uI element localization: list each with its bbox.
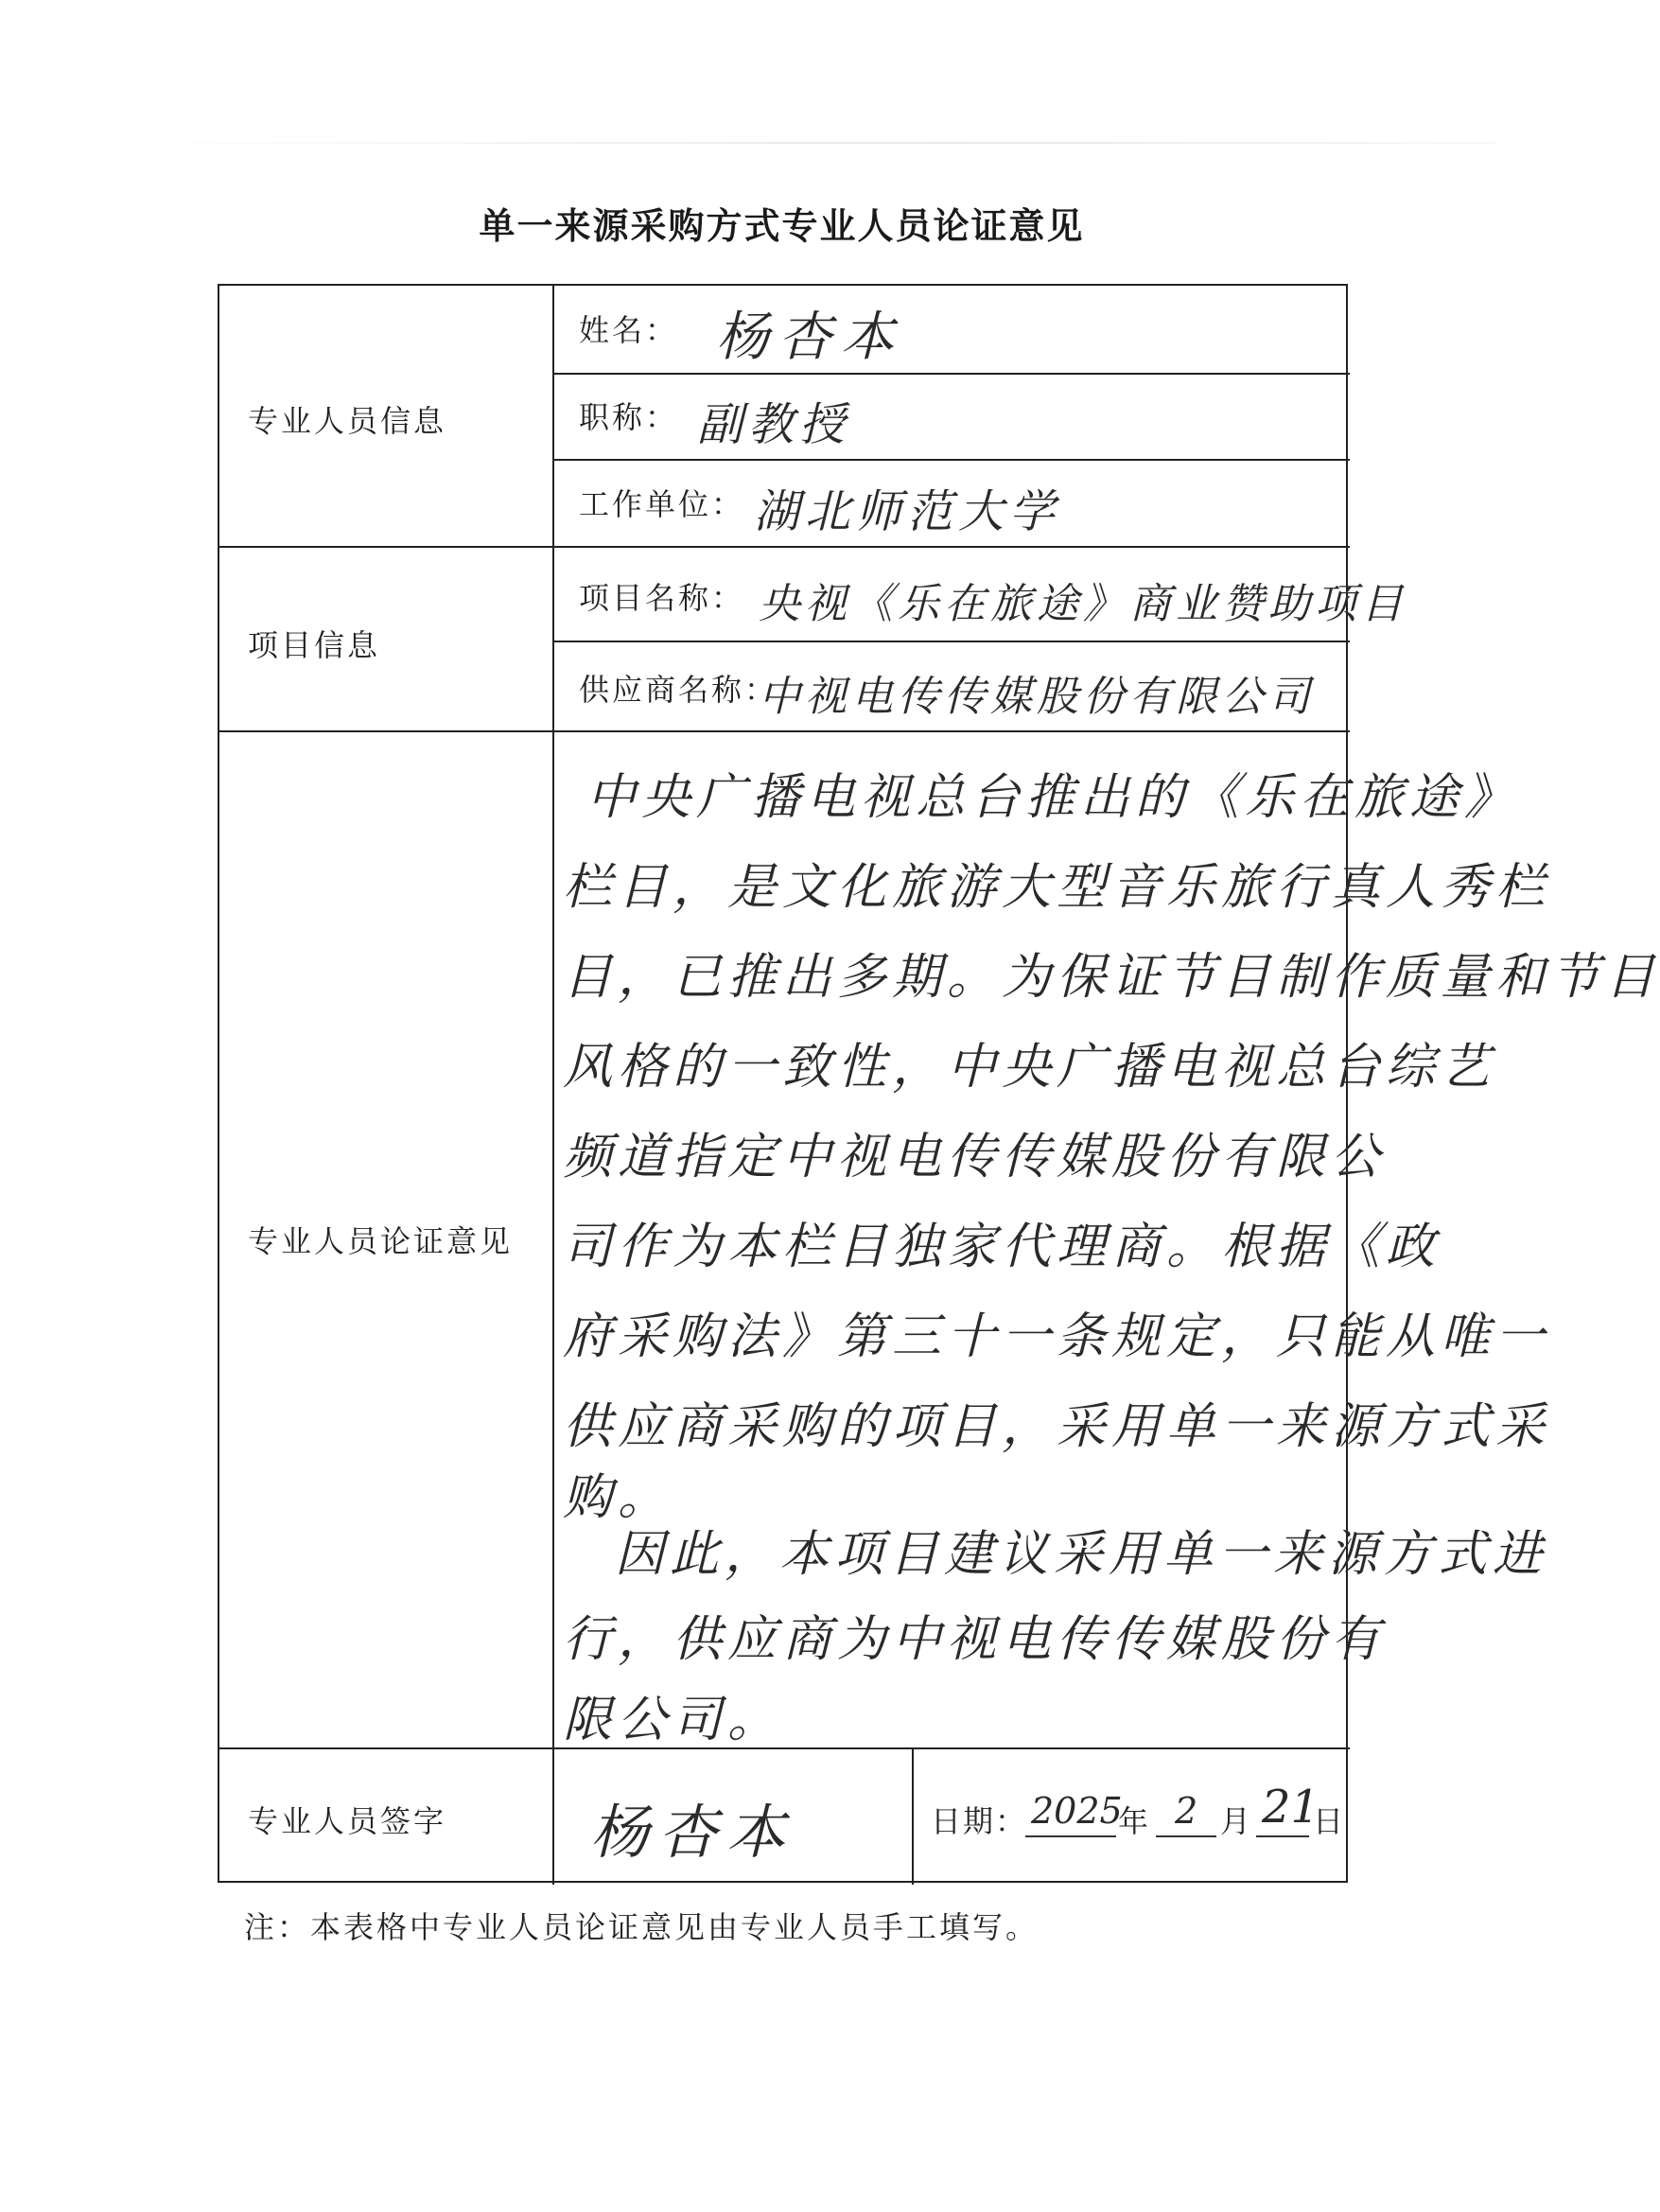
- supplier-value: 中视电传传媒股份有限公司: [759, 673, 1315, 721]
- date-day-underline: [1256, 1835, 1309, 1837]
- page-title: 单一来源采购方式专业人员论证意见: [479, 205, 1085, 247]
- expert-info-label: 专业人员信息: [248, 403, 447, 439]
- opinion-line: 供应商采购的项目，采用单一来源方式采: [563, 1398, 1551, 1455]
- project-info-label: 项目信息: [248, 627, 381, 663]
- opinion-line: 频道指定中视电传传媒股份有限公: [563, 1129, 1387, 1185]
- section-line-opinion: [219, 730, 1350, 732]
- date-month-underline: [1156, 1835, 1216, 1837]
- signature-value: 杨杏本: [590, 1798, 795, 1867]
- unit-value: 湖北师范大学: [754, 485, 1061, 538]
- date-year-value: 2025: [1031, 1790, 1123, 1832]
- signature-divider: [912, 1747, 914, 1885]
- date-month-unit: 月: [1220, 1803, 1253, 1839]
- opinion-line: 府采购法》第三十一条规定，只能从唯一: [563, 1308, 1551, 1365]
- title-value: 副教授: [697, 398, 851, 451]
- project-name-label: 项目名称：: [579, 580, 745, 616]
- name-value: 杨杏本: [716, 307, 903, 368]
- date-day-unit: 日: [1313, 1803, 1346, 1839]
- date-label: 日期：: [931, 1803, 1028, 1839]
- opinion-label: 专业人员论证意见: [248, 1223, 514, 1259]
- date-year-unit: 年: [1118, 1803, 1151, 1839]
- opinion-line: 因此，本项目建议采用单一来源方式进: [615, 1526, 1548, 1583]
- name-label: 姓名：: [579, 312, 679, 348]
- opinion-line: 栏目，是文化旅游大型音乐旅行真人秀栏: [563, 859, 1551, 916]
- date-year-underline: [1025, 1835, 1116, 1837]
- opinion-line: 目，已推出多期。为保证节目制作质量和节目: [563, 949, 1660, 1006]
- scan-artifact: [132, 142, 1494, 144]
- opinion-line: 购。: [563, 1469, 673, 1526]
- column-divider: [552, 286, 554, 1885]
- date-month-value: 2: [1175, 1790, 1198, 1832]
- unit-label: 工作单位：: [579, 486, 745, 522]
- date-day-value: 21: [1262, 1781, 1320, 1834]
- row-line-title: [552, 459, 1350, 461]
- opinion-line: 司作为本栏目独家代理商。根据《政: [563, 1219, 1442, 1275]
- supplier-label: 供应商名称：: [579, 672, 778, 708]
- signature-label: 专业人员签字: [248, 1803, 447, 1839]
- row-line-project-name: [552, 641, 1350, 642]
- footnote: 注：本表格中专业人员论证意见由专业人员手工填写。: [244, 1909, 1040, 1945]
- opinion-line: 中央广播电视总台推出的《乐在旅途》: [586, 769, 1520, 826]
- project-name-value: 央视《乐在旅途》商业赞助项目: [759, 580, 1407, 628]
- row-line-name: [552, 373, 1350, 375]
- opinion-line: 限公司。: [563, 1692, 783, 1748]
- opinion-line: 风格的一致性，中央广播电视总台综艺: [563, 1039, 1496, 1096]
- opinion-line: 行，供应商为中视电传传媒股份有: [563, 1611, 1387, 1668]
- section-line-project: [219, 546, 1350, 548]
- title-label: 职称：: [579, 399, 679, 435]
